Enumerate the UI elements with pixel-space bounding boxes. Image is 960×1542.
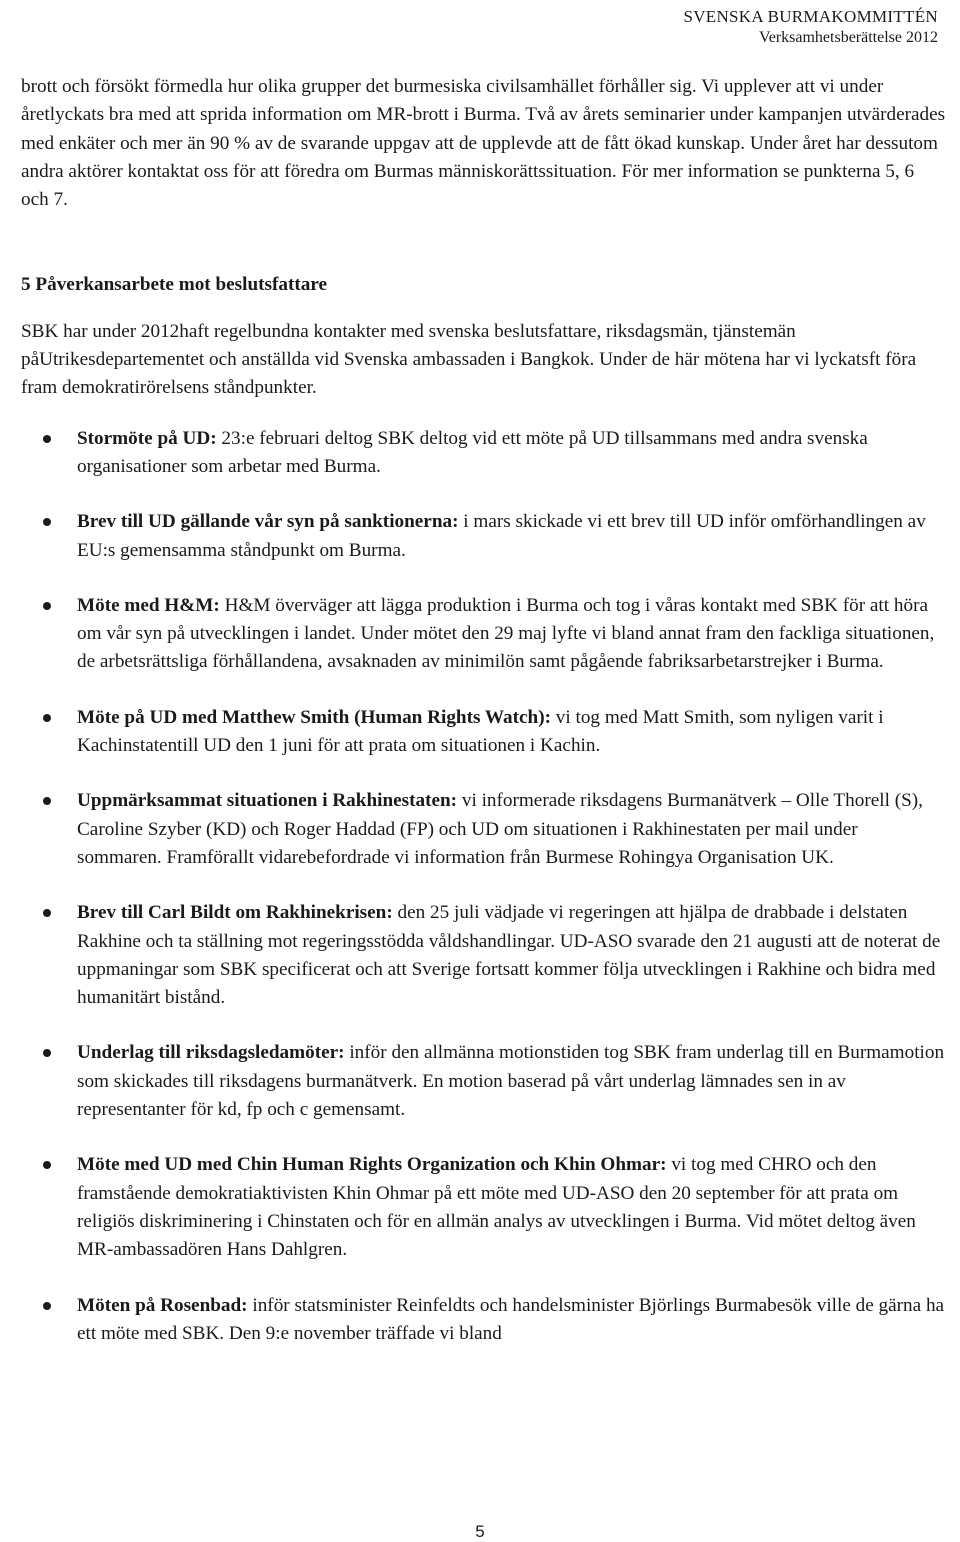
item-lead: Brev till Carl Bildt om Rakhinekrisen: [77,902,393,924]
item-lead: Uppmärksammat situationen i Rakhinestaten: [77,790,458,812]
page-number: 5 [475,1522,485,1541]
item-text: i mars skickade vi ett brev till UD inför omförhandlingen av EU:s gemensamma ståndpunkt om Burma. [77,511,926,561]
list-item [21,592,946,677]
item-text: inför statsminister Reinfeldts och handelsminister Björlings Burmabesök ville de gärna ha ett möte med SBK. Den 9:e november träffade vi bland [77,1294,945,1344]
list-item [21,899,946,1012]
item-lead: Möte med H&M: [77,594,220,616]
item-text: den 25 juli vädjade vi regeringen att hjälpa de drabbade i delstaten Rakhine och ta ställning mot regeringsstödda våldshandlingar. UD-ASO svarade den 21 augusti att de noterat de uppmaningar som SBK specificerat och att Sverige fortsatt kommer följa utvecklingen i Rakhine och bidra med humanitärt bistånd. [77,902,941,1009]
bullet-icon [43,435,51,443]
activity-list [21,425,946,1348]
list-item [21,425,946,482]
bullet-icon [43,602,51,610]
list-item [21,508,946,565]
item-text: vi tog med CHRO och den framstående demokratiaktivisten Khin Ohmar på ett möte med UD-ASO den 20 september för att prata om religiös diskriminering i Chinstaten och för en allmän analys av utvecklingen i Burma. Vid mötet deltog även MR-ambassadören Hans Dahlgren. [77,1154,916,1261]
intro-paragraph: brott och försökt förmedla hur olika grupper det burmesiska civilsamhället förhåller sig. Vi upplever att vi under åretlyckats bra med att sprida information om MR-brott i Burma. Två av årets seminarier under kampanjen utvärderades med enkäter och mer än 90 % av de svarande uppgav att de upplevde att de fått ökad kunskap. Under året har dessutom andra aktörer kontaktat oss för att föredra om Burmas människorättssituation. För mer information se punkterna 5, 6 och 7. [21,76,946,211]
item-lead: Möte på UD med Matthew Smith (Human Rights Watch): [77,706,551,728]
bullet-icon [43,797,51,805]
item-lead: Underlag till riksdagsledamöter: [77,1042,345,1064]
list-item [21,787,946,872]
list-item [21,1039,946,1124]
organization-name: SVENSKA BURMAKOMMITTÉN [683,7,938,26]
section-heading: 5 Påverkansarbete mot beslutsfattare [21,274,328,296]
document-subtitle: Verksamhetsberättelse 2012 [758,29,938,46]
page-header [683,6,938,48]
document-body [21,73,946,1375]
item-lead: Brev till UD gällande vår syn på sanktionerna: [77,511,459,533]
section-intro: SBK har under 2012haft regelbundna kontakter med svenska beslutsfattare, riksdagsmän, tjänstemän påUtrikesdepartementet och anställda vid Svenska ambassaden i Bangkok. Under de här mötena har vi lyckatsft föra fram demokratirörelsens ståndpunkter. [21,320,917,399]
bullet-icon [43,518,51,526]
item-lead: Stormöte på UD: [77,427,217,449]
bullet-icon [43,1049,51,1057]
item-text: vi informerade riksdagens Burmanätverk – Olle Thorell (S), Caroline Szyber (KD) och Roger Haddad (FP) och UD om situationen i Rakhinestaten per mail under sommaren. Framförallt vidarebefordrade vi information från Burmese Rohingya Organisation UK. [77,790,923,868]
item-lead: Möte med UD med Chin Human Rights Organization och Khin Ohmar: [77,1154,667,1176]
list-item [21,1292,946,1349]
list-item [21,1151,946,1264]
bullet-icon [43,1302,51,1310]
item-text: inför den allmänna motionstiden tog SBK fram underlag till en Burmamotion som skickades till riksdagens burmanätverk. En motion baserad på vårt underlag lämnades sen in av representanter för kd, fp och c gemensamt. [77,1042,945,1121]
item-lead: Möten på Rosenbad: [77,1294,248,1316]
list-item [21,704,946,761]
item-text: vi tog med Matt Smith, som nyligen varit i Kachinstatentill UD den 1 juni för att prata om situationen i Kachin. [77,706,884,757]
item-text: H&M överväger att lägga produktion i Burma och tog i våras kontakt med SBK för att höra om vår syn på utvecklingen i landet. Under mötet den 29 maj lyfte vi bland annat fram den fackliga situationen, de arbetsrättsliga förhållandena, avsaknaden av minimilön samt pågående fabriksarbetarstrejker i Burma. [77,594,935,673]
bullet-icon [43,1161,51,1169]
bullet-icon [43,714,51,722]
bullet-icon [43,909,51,917]
item-text: 23:e februari deltog SBK deltog vid ett möte på UD tillsammans med andra svenska organisationer som arbetar med Burma. [77,427,868,477]
